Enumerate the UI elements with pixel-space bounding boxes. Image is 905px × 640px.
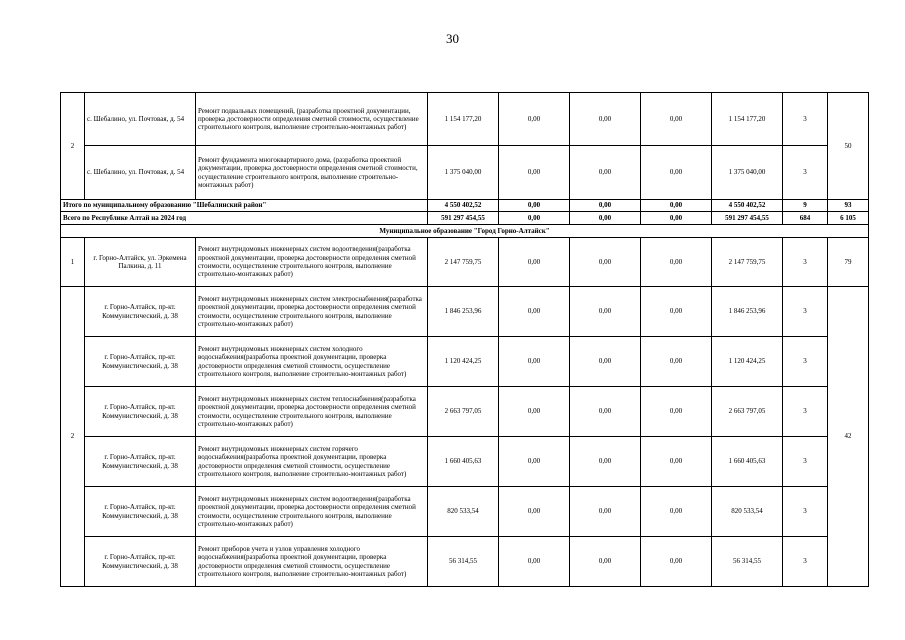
last-col-value: 50 <box>828 93 869 200</box>
funding-cell: 0,00 <box>570 337 641 387</box>
address-cell: г. Горно-Алтайск, пр-кт. Коммунистический, д. 38 <box>85 537 196 587</box>
table-row <box>61 238 869 287</box>
work-description: Ремонт подвальных помещений, (разработка проектной документации, проверка достоверности определения сметной стоимости, осуществление строительного контроля, выполнение строительно-монтажных работ) <box>196 93 428 146</box>
row-number: 2 <box>61 287 85 587</box>
funding-cell: 0,00 <box>641 93 712 146</box>
funding-cell: 0,00 <box>641 238 712 287</box>
funding-cell: 0,00 <box>499 146 570 200</box>
quantity-cell: 3 <box>783 337 828 387</box>
funding-cell: 0,00 <box>570 93 641 146</box>
quantity-cell: 3 <box>783 146 828 200</box>
row-number: 1 <box>61 238 85 287</box>
owner-funds: 4 550 402,52 <box>712 200 783 212</box>
section-header-row <box>61 225 869 238</box>
funding-cell: 0,00 <box>641 387 712 437</box>
last-col-value: 93 <box>828 200 869 212</box>
funding-cell: 0,00 <box>570 437 641 487</box>
quantity-cell: 3 <box>783 287 828 337</box>
funding-cell: 0,00 <box>570 387 641 437</box>
funding-cell: 0,00 <box>570 238 641 287</box>
owner-funds: 1 846 253,96 <box>712 287 783 337</box>
table-row <box>61 437 869 487</box>
row-number: 2 <box>61 93 85 200</box>
owner-funds: 2 147 759,75 <box>712 238 783 287</box>
address-cell: г. Горно-Алтайск, пр-кт. Коммунистический, д. 38 <box>85 287 196 337</box>
quantity-cell: 3 <box>783 487 828 537</box>
address-cell: г. Горно-Алтайск, пр-кт. Коммунистический, д. 38 <box>85 387 196 437</box>
work-description: Ремонт внутридомовых инженерных систем водоотведения(разработка проектной документации, проверка достоверности определения сметной стоимости, осуществление строительного контроля, выполнение строительно-монтажных работ) <box>196 487 428 537</box>
work-description: Ремонт внутридомовых инженерных систем горячего водоснабжения(разработка проектной документации, проверка достоверности определения сметной стоимости, осуществление строительного контроля, выполнение строительно-монтажных работ) <box>196 437 428 487</box>
work-description: Ремонт внутридомовых инженерных систем водоотведения(разработка проектной документации, проверка достоверности определения сметной стоимости, осуществление строительного контроля, выполнение строительно-монтажных работ) <box>196 238 428 287</box>
funding-cell: 0,00 <box>499 437 570 487</box>
quantity-cell: 3 <box>783 93 828 146</box>
total-cost: 1 120 424,25 <box>428 337 499 387</box>
last-col-value: 42 <box>828 287 869 587</box>
subtotal-row <box>61 200 869 212</box>
work-description: Ремонт внутридомовых инженерных систем электроснабжения(разработка проектной документации, проверка достоверности определения сметной стоимости, осуществление строительного контроля, выполнение строительно-монтажных работ) <box>196 287 428 337</box>
quantity-cell: 3 <box>783 238 828 287</box>
funding-cell: 0,00 <box>499 93 570 146</box>
table-row <box>61 337 869 387</box>
quantity-cell: 3 <box>783 537 828 587</box>
address-cell: с. Шебалино, ул. Почтовая, д. 54 <box>85 146 196 200</box>
owner-funds: 1 154 177,20 <box>712 93 783 146</box>
funding-cell: 0,00 <box>570 487 641 537</box>
last-col-value: 79 <box>828 238 869 287</box>
total-cost: 2 147 759,75 <box>428 238 499 287</box>
funding-cell: 0,00 <box>641 287 712 337</box>
page-number: 30 <box>446 31 459 46</box>
total-cost: 591 297 454,55 <box>428 212 499 225</box>
funding-cell: 0,00 <box>641 437 712 487</box>
quantity-cell: 3 <box>783 437 828 487</box>
funding-cell: 0,00 <box>641 337 712 387</box>
address-cell: г. Горно-Алтайск, пр-кт. Коммунистический, д. 38 <box>85 337 196 387</box>
table-row <box>61 387 869 437</box>
funding-cell: 0,00 <box>499 287 570 337</box>
quantity-cell: 3 <box>783 387 828 437</box>
funding-cell: 0,00 <box>641 537 712 587</box>
owner-funds: 1 120 424,25 <box>712 337 783 387</box>
table-row <box>61 287 869 337</box>
grandtotal-row <box>61 212 869 225</box>
owner-funds: 591 297 454,55 <box>712 212 783 225</box>
subtotal-label: Итого по муниципальному образованию "Шебалинский район" <box>61 200 428 212</box>
work-description: Ремонт внутридомовых инженерных систем теплоснабжения(разработка проектной документации, проверка достоверности определения сметной стоимости, осуществление строительного контроля, выполнение строительно-монтажных работ) <box>196 387 428 437</box>
funding-cell: 0,00 <box>570 287 641 337</box>
funding-cell: 0,00 <box>499 387 570 437</box>
work-description: Ремонт внутридомовых инженерных систем холодного водоснабжения(разработка проектной документации, проверка достоверности определения сметной стоимости, осуществление строительного контроля, выполнение строительно-монтажных работ) <box>196 337 428 387</box>
funding-cell: 0,00 <box>570 537 641 587</box>
owner-funds: 56 314,55 <box>712 537 783 587</box>
total-cost: 1 154 177,20 <box>428 93 499 146</box>
quantity-cell: 9 <box>783 200 828 212</box>
last-col-value: 6 105 <box>828 212 869 225</box>
total-cost: 820 533,54 <box>428 487 499 537</box>
total-cost: 1 846 253,96 <box>428 287 499 337</box>
funding-cell: 0,00 <box>641 146 712 200</box>
table-row <box>61 537 869 587</box>
work-description: Ремонт приборов учета и узлов управления холодного водоснабжения(разработка проектной документации, проверка достоверности определения сметной стоимости, осуществление строительного контроля, выполнение строительно-монтажных работ) <box>196 537 428 587</box>
owner-funds: 1 375 040,00 <box>712 146 783 200</box>
funding-cell: 0,00 <box>570 146 641 200</box>
address-cell: г. Горно-Алтайск, ул. Эркемена Палкина, д. 11 <box>85 238 196 287</box>
funding-cell: 0,00 <box>499 212 570 225</box>
quantity-cell: 684 <box>783 212 828 225</box>
funding-cell: 0,00 <box>641 212 712 225</box>
owner-funds: 1 660 405,63 <box>712 437 783 487</box>
total-cost: 4 550 402,52 <box>428 200 499 212</box>
funding-cell: 0,00 <box>499 487 570 537</box>
funding-cell: 0,00 <box>499 200 570 212</box>
grandtotal-label: Всего по Республике Алтай на 2024 год <box>61 212 428 225</box>
funding-cell: 0,00 <box>499 337 570 387</box>
total-cost: 2 663 797,05 <box>428 387 499 437</box>
funding-cell: 0,00 <box>641 487 712 537</box>
total-cost: 1 375 040,00 <box>428 146 499 200</box>
address-cell: г. Горно-Алтайск, пр-кт. Коммунистический, д. 38 <box>85 437 196 487</box>
total-cost: 1 660 405,63 <box>428 437 499 487</box>
funding-cell: 0,00 <box>570 200 641 212</box>
funding-cell: 0,00 <box>570 212 641 225</box>
owner-funds: 2 663 797,05 <box>712 387 783 437</box>
work-description: Ремонт фундамента многоквартирного дома, (разработка проектной документации, проверка достоверности определения сметной стоимости, осуществление строительного контроля, выполнение строительно-монтажных работ) <box>196 146 428 200</box>
funding-cell: 0,00 <box>499 238 570 287</box>
owner-funds: 820 533,54 <box>712 487 783 537</box>
table-row <box>61 93 869 146</box>
total-cost: 56 314,55 <box>428 537 499 587</box>
address-cell: с. Шебалино, ул. Почтовая, д. 54 <box>85 93 196 146</box>
funding-cell: 0,00 <box>641 200 712 212</box>
capital-repair-table <box>60 92 869 587</box>
table-row <box>61 146 869 200</box>
section-header: Муниципальное образование "Город Горно-Алтайск" <box>61 225 869 238</box>
table-row <box>61 487 869 537</box>
funding-cell: 0,00 <box>499 537 570 587</box>
address-cell: г. Горно-Алтайск, пр-кт. Коммунистический, д. 38 <box>85 487 196 537</box>
